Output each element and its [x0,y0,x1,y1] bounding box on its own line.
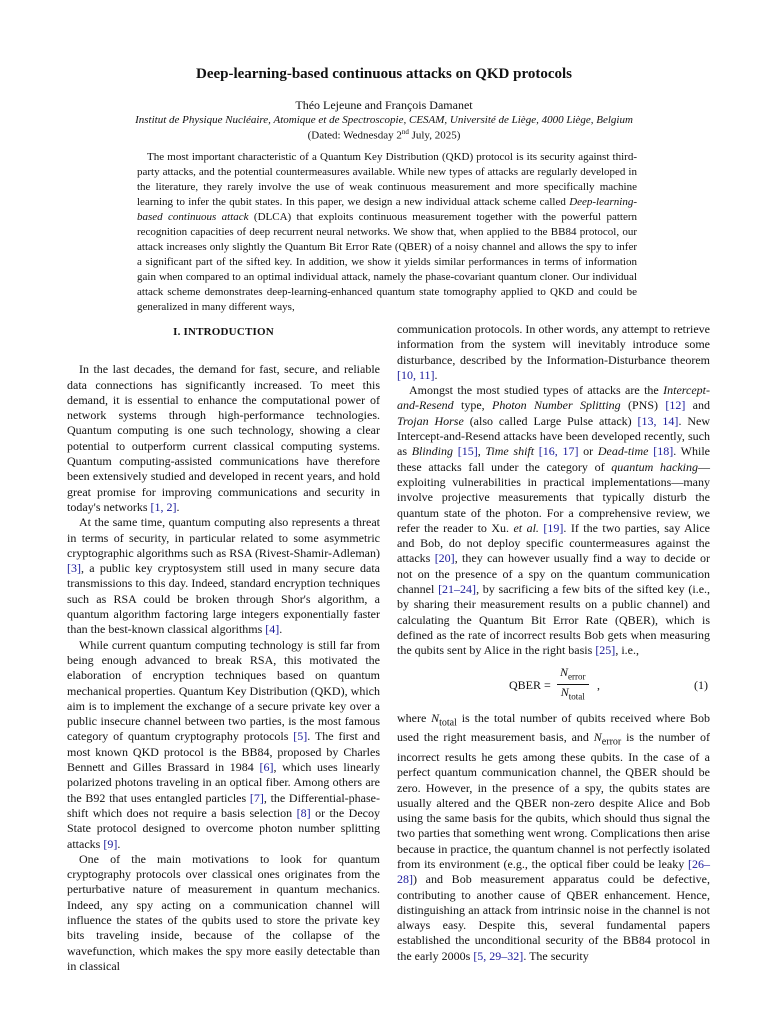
abstract: The most important characteristic of a Quantum Key Distribution (QKD) protocol is its security against third-party attacks, and the potential countermeasures available. While new types of attacks are regularly developed in the literature, they rarely involve the use of weak continuous measurement and more specifically machine learning to infer the qubit states. In this paper, we design a new individual attack scheme called Deep-learning-based continuous attack (DLCA) that exploits continuous measurement together with the powerful pattern recognition capacities of deep recurrent neural networks. We show that, when applied to the BB84 protocol, our attack increases only slightly the Quantum Bit Error Rate (QBER) of a noisy channel and allows the spy to infer a significant part of the sifted key. In addition, we show it yields similar performances in terms of information gain when compared to an optimal individual attack, namely the phase-covariant quantum cloner. Our individual attack scheme demonstrates deep-learning-enhanced quantum state tomography applied to QKD and could be generalized in many different ways, [137,151,637,314]
fraction-denominator: $N_{total}$ [557,684,589,705]
citation-link[interactable]: [4] [265,622,280,637]
citation-link[interactable]: [10, 11] [397,367,435,382]
citation-link[interactable]: [5] [293,729,308,744]
equation-lhs: QBER = [509,677,551,692]
citation-link[interactable]: [26–28] [397,856,710,887]
left-column [67,322,380,974]
citation-link[interactable]: [7] [249,790,264,805]
citation-link[interactable]: [8] [296,805,311,820]
section-heading-introduction: I. INTRODUCTION [173,326,274,338]
citation-link[interactable]: [13, 14] [637,413,679,428]
citation-link[interactable]: [12] [665,398,686,413]
paragraph: where $N_{total}$ is the total number of qubits received where Bob used the right measurement basis, and $N_{error}$ is the number of incorrect results he gets among these qubits. In the case of a perfect quantum communication channel, the QBER should be zero. However, in the presence of a spy, the qubits states are usually altered and the QBER non-zero despite Alice and Bob using the same basis for the qubits, which should thus signal the two parties that something went wrong. Complications then arise because in practice, the quantum channel is not perfectly isolated from its environment (e.g., the optical fiber could be leaky [26–28]) and Bob measurement apparatus could be defective, contributing to another cause of QBER enhancement. Hence, distinguishing an attack from intrinsic noise in the channel is not always easy. Despite this, several fundamental papers established the unconditional security of the BB84 protocol in the early 2000s [5, 29–32]. The security [397,710,710,963]
equation-fraction [557,665,589,705]
paragraph: communication protocols. In other words, any attempt to retrieve information from the system will inevitably introduce some disturbance, described by the Information-Disturbance theorem [10, 11]. [397,322,710,382]
equation-number: (1) [694,677,708,692]
paragraph: One of the main motivations to look for quantum cryptography protocols over classical ones originates from the perturbative nature of measurement in quantum mechanics. Indeed, any spy acting on a communication channel will influence the states of the qubits used to store the private key bits traveling inside, because of the collapse of the wavefunction, which makes the spy more easily detectable than in classical [67,851,380,973]
citation-link[interactable]: [25] [595,643,616,658]
citation-link[interactable]: [9] [103,836,118,851]
paper-affiliation: Institut de Physique Nucléaire, Atomique et de Spectroscopie, CESAM, Université de Liège, 4000 Liège, Belgium [135,114,633,126]
equation-qber [397,665,710,707]
citation-link[interactable]: [19] [543,520,564,535]
citation-link[interactable]: [5, 29–32] [473,948,524,963]
right-column [397,322,710,964]
paragraph: Amongst the most studied types of attacks are the Intercept-and-Resend type, Photon Number Splitting (PNS) [12] and Trojan Horse (also called Large Pulse attack) [13, 14]. New Intercept-and-Resend attacks have been developed recently, such as Blinding [15], Time shift [16, 17] or Dead-time [18]. While these attacks fall under the category of quantum hacking—exploiting vulnerabilities in practical implementations—many involve projective measurements that typically disturb the quantum state of the photon. For a comprehensive review, we refer the reader to Xu. et al. [19]. If the two parties, say Alice and Bob, do not deploy specific countermeasures against the attacks [20], they can however usually find a way to decide or not on the presence of a spy on the quantum communication channel [21–24], by sacrificing a few bits of the sifted key (i.e., by sharing their measurement results on a public channel) and calculating the Quantum Bit Error Rate (QBER), which is defined as the rate of incorrect results Bob gets when measuring the qubits sent by Alice in the right basis [25], i.e., [397,383,711,658]
citation-link[interactable]: [20] [434,551,455,566]
citation-link[interactable]: [15] [457,444,478,459]
equation-comma: , [597,677,600,692]
paragraph: In the last decades, the demand for fast, secure, and reliable data connections has significantly increased. To meet this demand, it is essential to enhance the computational power of network systems through high-performance technologies. Quantum computing is one such technology, showing a clear potential to outperform current classical computing systems. Quantum computing-assisted communications have therefore been extensively studied and developed in recent years, and hold great promise for improving communications and security in today's networks [1, 2]. [67,362,380,514]
citation-link[interactable]: [18] [653,444,674,459]
citation-link[interactable]: [6] [259,760,274,775]
paragraph: While current quantum computing technology is still far from being enough advanced to break RSA, this motivated the elaboration of encryption techniques based on quantum mechanical properties. Quantum Key Distribution (QKD), which aim is to implement the exchange of a secure private key over a public insecure channel between two parties, is the most famous category of quantum cryptography protocols [5]. The first and most known QKD protocol is the BB84, proposed by Charles Bennett and Gilles Brassard in 1984 [6], which uses linearly polarized photons traveling in an optical fiber. Among others are the B92 that uses entangled particles [7], the Differential-phase-shift which does not require a basis selection [8] or the Decoy State protocol designed to overcome photon number splitting attacks [9]. [67,637,380,851]
citation-link[interactable]: [16, 17] [538,444,579,459]
paper-date: (Dated: Wednesday 2nd July, 2025) [307,128,461,142]
citation-link[interactable]: [3] [67,561,81,576]
fraction-numerator: $N_{error}$ [560,664,586,681]
paragraph: At the same time, quantum computing also represents a threat in terms of security, in particular related to some asymmetric cryptographic algorithms such as RSA (Rivest-Shamir-Adleman) [3], a public key cryptosystem still used in many secure data transmissions to this day. Indeed, standard encryption techniques such as RSA could be broken through Shor's algorithm, a quantum algorithm factoring large integers exponentially faster than the best-known classical algorithms [4]. [67,515,380,637]
paper-authors: Théo Lejeune and François Damanet [295,98,473,112]
citation-link[interactable]: [1, 2] [150,499,177,514]
paper-title: Deep-learning-based continuous attacks on QKD protocols [196,66,572,82]
citation-link[interactable]: [21–24] [438,582,477,597]
